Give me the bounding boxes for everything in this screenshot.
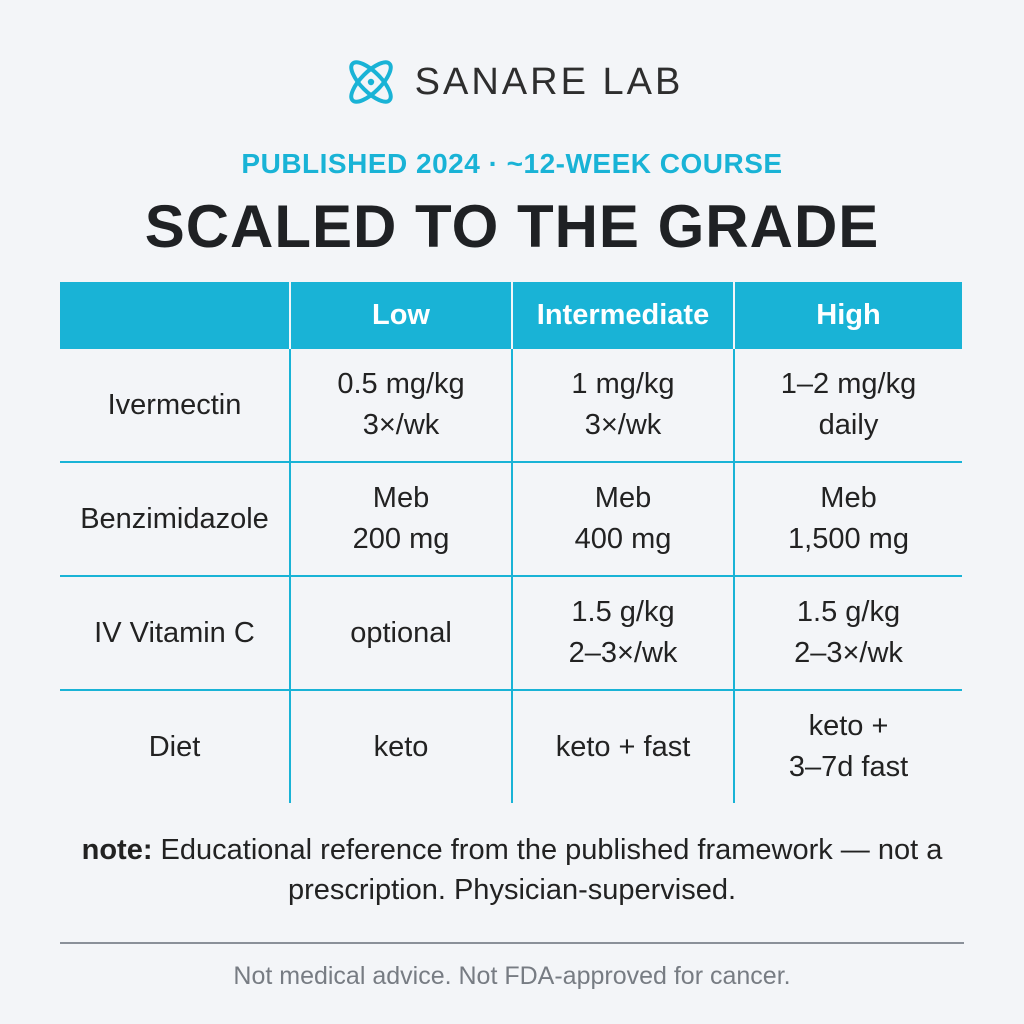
cell-line: 3×/wk (584, 409, 662, 441)
row-label: Benzimidazole (60, 462, 290, 576)
cell-line: keto + (808, 710, 889, 742)
cell-intermediate (512, 690, 734, 803)
column-header-low: Low (290, 282, 512, 349)
cell-low (290, 349, 512, 462)
cell-line: 0.5 mg/kg (337, 368, 465, 400)
footer-divider (60, 942, 964, 944)
table-row (60, 576, 962, 690)
disclaimer-text: Not medical advice. Not FDA-approved for cancer. (233, 962, 791, 990)
cell-high (734, 690, 962, 803)
cell-line: 1,500 mg (788, 523, 909, 555)
cell-low (290, 576, 512, 690)
column-header-intermediate: Intermediate (512, 282, 734, 349)
cell-line: optional (350, 616, 452, 649)
table-header-row (60, 282, 962, 349)
cell-line: Meb (594, 482, 652, 514)
note-label: note: (81, 834, 153, 866)
cell-line: 400 mg (574, 523, 672, 555)
cell-intermediate (512, 576, 734, 690)
cell-line: Meb (372, 482, 430, 514)
brand-header (0, 52, 1024, 112)
cell-line: 3×/wk (362, 409, 440, 441)
brand-name: SANARE LAB (414, 60, 684, 103)
table-row (60, 462, 962, 576)
column-header-high: High (734, 282, 962, 349)
cell-intermediate (512, 462, 734, 576)
page-title: SCALED TO THE GRADE (144, 193, 880, 260)
note-text (40, 830, 984, 910)
cell-line: 1 mg/kg (571, 368, 675, 400)
cell-line: 2–3×/wk (568, 637, 678, 669)
cell-low (290, 462, 512, 576)
column-header-blank (60, 282, 290, 349)
dosage-table (60, 282, 962, 803)
table-row (60, 349, 962, 462)
cell-intermediate (512, 349, 734, 462)
row-label: Diet (60, 690, 290, 803)
cell-line: keto + fast (555, 730, 691, 763)
cell-high (734, 349, 962, 462)
cell-high (734, 462, 962, 576)
row-label: Ivermectin (107, 388, 242, 421)
cell-low (290, 690, 512, 803)
cell-line: keto (373, 730, 429, 763)
cell-line: 3–7d fast (788, 751, 909, 783)
cell-line: 1.5 g/kg (796, 596, 901, 628)
table-row (60, 690, 962, 803)
cell-line: daily (818, 409, 879, 441)
cell-high (734, 576, 962, 690)
atom-orbit-icon (341, 52, 401, 112)
cell-line: 1.5 g/kg (571, 596, 675, 628)
cell-line: 2–3×/wk (794, 637, 903, 669)
row-label: IV Vitamin C (60, 576, 290, 690)
cell-line: 1–2 mg/kg (780, 368, 917, 400)
cell-line: 200 mg (352, 523, 450, 555)
page-subtitle: PUBLISHED 2024 · ~12-WEEK COURSE (241, 148, 783, 179)
note-body: Educational reference from the published framework — not a prescription. Physician-supervised. (152, 834, 943, 906)
cell-line: Meb (820, 482, 877, 514)
